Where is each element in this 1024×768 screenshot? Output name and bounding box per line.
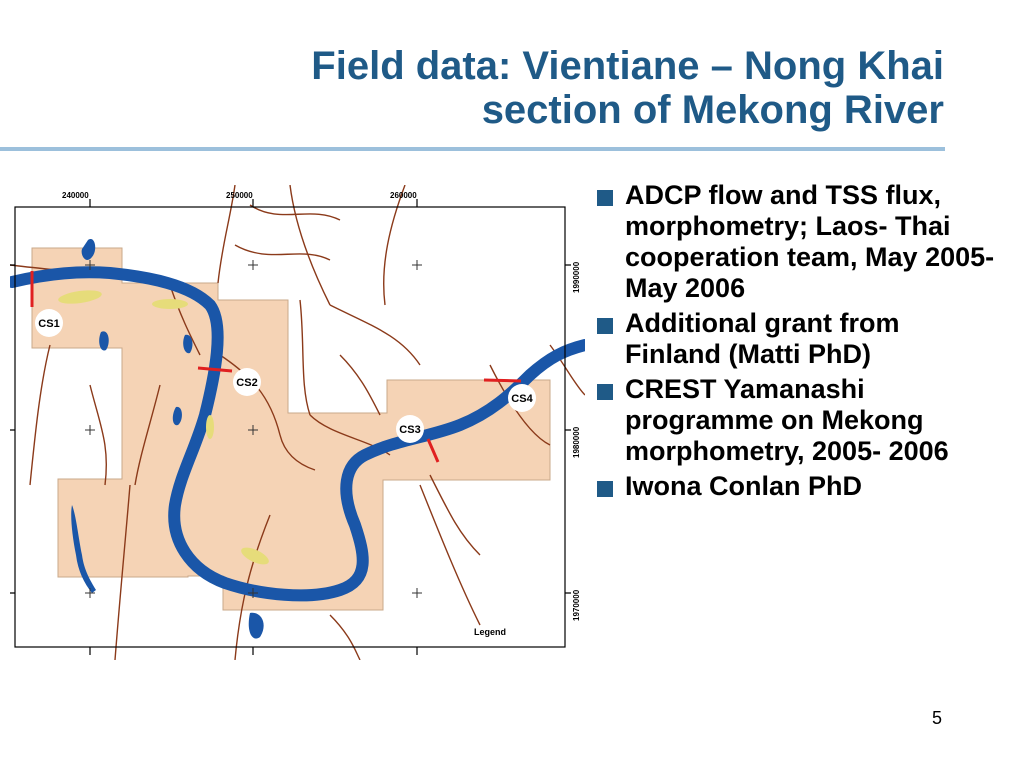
bullet-text: ADCP flow and TSS flux, morphometry; Laos- Thai cooperation team, May 2005- May 2006: [625, 180, 995, 303]
slide-title-line-1: Field data: Vientiane – Nong Khai: [311, 44, 944, 88]
cs3-label: CS3: [399, 424, 421, 436]
page-number: 5: [931, 708, 942, 728]
cs1-label: CS1: [38, 318, 60, 330]
title-divider: [0, 147, 945, 151]
slide-title-line-2: section of Mekong River: [481, 88, 944, 132]
cs4-label: CS4: [511, 393, 533, 405]
river-map: [10, 185, 585, 660]
bullet-list: [595, 180, 995, 506]
bullet-text: CREST Yamanashi programme on Mekong morphometry, 2005- 2006: [625, 374, 949, 466]
x-tick-label: 240000: [62, 191, 89, 200]
x-tick-label: 250000: [226, 191, 253, 200]
bullet-square-icon: [597, 318, 613, 334]
bullet-text: Iwona Conlan PhD: [625, 471, 863, 501]
legend-label: Legend: [474, 627, 507, 637]
bullet-square-icon: [597, 384, 613, 400]
y-tick-label: 1990000: [572, 261, 581, 293]
bullet-item: [595, 308, 995, 370]
bullet-item: [595, 374, 995, 467]
bullet-item: [595, 471, 995, 502]
cs2-label: CS2: [236, 377, 258, 389]
study-area: [32, 248, 550, 610]
x-tick-label: 260000: [390, 191, 417, 200]
bullet-square-icon: [597, 190, 613, 206]
slide-title: [144, 44, 944, 132]
bullet-square-icon: [597, 481, 613, 497]
y-tick-label: 1970000: [572, 589, 581, 621]
bullet-item: [595, 180, 995, 304]
bullet-text: Additional grant from Finland (Matti PhD): [625, 308, 900, 369]
sandbar: [206, 415, 214, 439]
y-tick-label: 1980000: [572, 426, 581, 458]
sandbar: [152, 299, 188, 309]
